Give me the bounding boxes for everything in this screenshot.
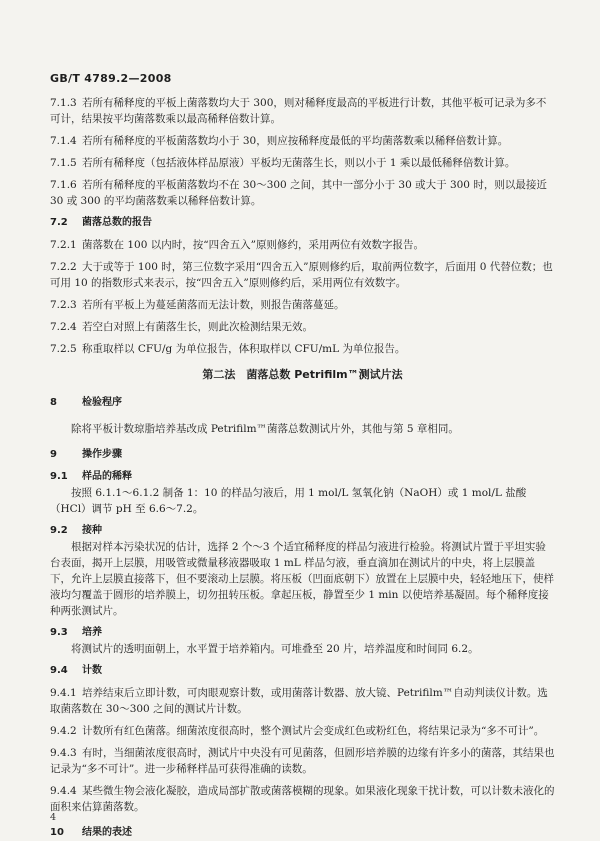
heading-8 bbox=[50, 395, 555, 411]
heading-text: 样品的稀释 bbox=[82, 471, 132, 482]
clause-text: 若空白对照上有菌落生长，则此次检测结果无效。 bbox=[82, 321, 313, 333]
method-title: 第二法 菌落总数 Petrifilm™测试片法 bbox=[202, 368, 403, 381]
clause-text: 菌落数在 100 以内时，按“四舍五入”原则修约，采用两位有效数字报告。 bbox=[82, 239, 424, 251]
clause-text: 若所有稀释度的平板上菌落数均大于 300，则对稀释度最高的平板进行计数，其他平板可记录为多不可计，结果按平均菌落数乘以最高稀释倍数计算。 bbox=[50, 97, 547, 125]
heading-number: 8 bbox=[50, 397, 57, 408]
heading-text: 检验程序 bbox=[82, 397, 122, 408]
heading-text: 培养 bbox=[82, 627, 102, 638]
clause-9-4-3 bbox=[50, 745, 555, 777]
section-9-2-body: 根据对样本污染状况的估计，选择 2 个～3 个适宜稀释度的样品匀液进行检验。将测试片置于平坦实验台表面，揭开上层膜，用吸管或微量移液器吸取 1 mL 样品匀液，垂直滴加在测试片的中央，将上层膜盖下，允许上层膜直接落下，但不要滚动上层膜。将压板（凹面底朝下）放置在上层膜中央，轻轻地压下，使样液均匀覆盖于圆形的培养膜上，切勿扭转压板。拿起压板，静置至少 1 min 以使培养基凝固。每个稀释度接种两张测试片。 bbox=[50, 541, 554, 617]
clause-7-2-3 bbox=[50, 297, 555, 313]
clause-number: 9.4.4 bbox=[50, 785, 77, 797]
clause-number: 7.2.2 bbox=[50, 261, 77, 273]
clause-7-2-1 bbox=[50, 237, 555, 253]
clause-text: 培养结束后立即计数，可肉眼观察计数，或用菌落计数器、放大镜、Petrifilm™自动判读仪计数。选取菌落数在 30～300 之间的测试片计数。 bbox=[50, 687, 548, 715]
clause-text: 大于或等于 100 时，第三位数字采用“四舍五入”原则修约后，取前两位数字，后面用 0 代替位数；也可用 10 的指数形式来表示，按“四舍五入”原则修约后，采用两位有效数字。 bbox=[50, 261, 553, 289]
heading-number: 10 bbox=[50, 827, 64, 838]
clause-9-4-4 bbox=[50, 783, 555, 815]
clause-text: 称重取样以 CFU/g 为单位报告，体积取样以 CFU/mL 为单位报告。 bbox=[82, 343, 406, 355]
clause-number: 7.1.6 bbox=[50, 179, 77, 191]
clause-text: 若所有稀释度（包括液体样品原液）平板均无菌落生长，则以小于 1 乘以最低稀释倍数计算。 bbox=[82, 157, 516, 169]
clause-number: 7.1.5 bbox=[50, 157, 77, 169]
heading-number: 9.4 bbox=[50, 665, 68, 676]
heading-text: 菌落总数的报告 bbox=[82, 217, 152, 228]
clause-number: 9.4.1 bbox=[50, 687, 77, 699]
clause-7-2-4 bbox=[50, 319, 555, 335]
clause-text: 计数所有红色菌落。细菌浓度很高时，整个测试片会变成红色或粉红色，将结果记录为“多不可计”。 bbox=[82, 725, 545, 737]
heading-7-2 bbox=[50, 215, 555, 231]
clause-text: 若所有平板上为蔓延菌落而无法计数，则报告菌落蔓延。 bbox=[82, 299, 345, 311]
clause-number: 7.2.3 bbox=[50, 299, 77, 311]
clause-number: 9.4.3 bbox=[50, 747, 77, 759]
heading-number: 9.3 bbox=[50, 627, 68, 638]
clause-text: 某些微生物会液化凝胶，造成局部扩散或菌落模糊的现象。如果液化现象干扰计数，可以计数未液化的面积来估算菌落数。 bbox=[50, 785, 555, 813]
page-number: 4 bbox=[50, 812, 57, 823]
clause-number: 7.2.5 bbox=[50, 343, 77, 355]
heading-9-3 bbox=[50, 625, 555, 641]
clause-7-1-3 bbox=[50, 95, 555, 127]
page-content bbox=[50, 95, 555, 841]
section-9-3-body: 将测试片的透明面朝上，水平置于培养箱内。可堆叠至 20 片，培养温度和时间同 6.2。 bbox=[71, 643, 479, 655]
clause-number: 7.2.1 bbox=[50, 239, 77, 251]
heading-number: 7.2 bbox=[50, 217, 68, 228]
heading-9-4 bbox=[50, 663, 555, 679]
clause-text: 若所有稀释度的平板菌落数均不在 30～300 之间，其中一部分小于 30 或大于 300 时，则以最接近 30 或 300 的平均菌落数乘以稀释倍数计算。 bbox=[50, 179, 547, 207]
heading-text: 计数 bbox=[82, 665, 102, 676]
clause-7-2-2 bbox=[50, 259, 555, 291]
clause-number: 7.1.3 bbox=[50, 97, 77, 109]
clause-number: 9.4.2 bbox=[50, 725, 77, 737]
heading-text: 结果的表述 bbox=[82, 827, 132, 838]
heading-number: 9.2 bbox=[50, 525, 68, 536]
heading-9-1 bbox=[50, 469, 555, 485]
clause-9-4-1 bbox=[50, 685, 555, 717]
standard-header: GB/T 4789.2—2008 bbox=[50, 72, 172, 85]
clause-text: 若所有稀释度的平板菌落数均小于 30，则应按稀释度最低的平均菌落数乘以稀释倍数计算。 bbox=[82, 135, 509, 147]
clause-7-1-5 bbox=[50, 155, 555, 171]
clause-number: 7.2.4 bbox=[50, 321, 77, 333]
clause-7-2-5 bbox=[50, 341, 555, 357]
clause-9-4-2 bbox=[50, 723, 555, 739]
section-9-1-body: 按照 6.1.1～6.1.2 制备 1：10 的样品匀液后，用 1 mol/L 氢氧化钠（NaOH）或 1 mol/L 盐酸（HCl）调节 pH 至 6.6～7.2。 bbox=[50, 487, 527, 515]
heading-number: 9.1 bbox=[50, 471, 68, 482]
section-8-body: 除将平板计数琼脂培养基改成 Petrifilm™菌落总数测试片外，其他与第 5 章相同。 bbox=[71, 423, 459, 435]
heading-number: 9 bbox=[50, 449, 57, 460]
clause-text: 有时，当细菌浓度很高时，测试片中央没有可见菌落，但圆形培养膜的边缘有许多小的菌落，其结果也记录为“多不可计”。进一步稀释样品可获得准确的读数。 bbox=[50, 747, 555, 775]
heading-text: 操作步骤 bbox=[82, 449, 122, 460]
heading-text: 接种 bbox=[82, 525, 102, 536]
clause-7-1-4 bbox=[50, 133, 555, 149]
clause-7-1-6 bbox=[50, 177, 555, 209]
clause-number: 7.1.4 bbox=[50, 135, 77, 147]
heading-9 bbox=[50, 447, 555, 463]
heading-9-2 bbox=[50, 523, 555, 539]
heading-10 bbox=[50, 825, 555, 841]
